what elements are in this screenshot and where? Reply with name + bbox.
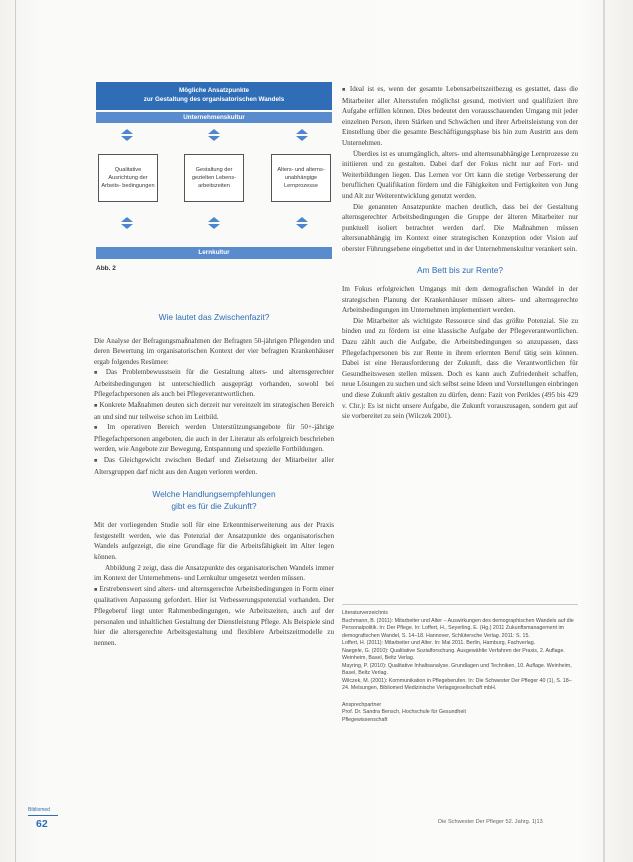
diagram-box-working-conditions: Qualitative Ausrichtung der Arbeits- bedingungen (98, 154, 158, 202)
reference-entry: Mayring, P. (2010): Qualitative Inhaltsanalyse. Grundlagen und Techniken, 10. Auflage. Weinheim, Basel, Beltz Verlag. (342, 662, 572, 676)
page-fold-left (15, 0, 16, 862)
figure-label: Abb. 2 (96, 265, 116, 272)
diagram-culture-bar: Unternehmenskultur (96, 112, 332, 123)
reference-entry: Naegele, G. (2010): Qualitative Sozialforschung. Ausgewählte Verfahren der Praxis, 2. Auflage. Weinheim, Basel, Beltz Verlag. (342, 647, 565, 661)
reference-entry: Buchmann, B. (2011): Mitarbeiter und Alter – Auswirkungen des demographischen Wandels auf die Personalpolitik. In: Der Pflege. In: Loffert, H., Seyerling, E. (Hg.) 2011 Zukunftsmanagement im demografischen Wandel, S. 14–18. Hannover, Schlütersche Verlag. 2011: S. 15. (342, 617, 574, 639)
divider (342, 604, 578, 605)
bullet-paragraph: ■ Erstrebenswert sind alters- und alternsgerechte Arbeitsbedingungen in Form einer qualitativen Anpassung gefordert. Hier ist Verbesserungspotenzial vorhanden. Der Pflegeberuf liegt unter Rahmenbedingungen, wie Arbeitszeiten, auch auf der personalen und inhaltlichen Gestaltung der Dienstleistung Pflege. Als Beispiele sind hier die altersgerechte Arbeitsgestaltung und flexiblere Arbeitszeitmodelle zu nennen. (94, 584, 334, 649)
arrow-pair-icon (120, 217, 134, 229)
section-heading-recommendations-line1: Welche Handlungsempfehlungen (152, 489, 276, 500)
page-fold-right (603, 0, 605, 862)
paragraph: Die Mitarbeiter als wichtigste Ressource sind das größte Potenzial. Sie zu binden und zu fördern ist eine klassische Aufgabe der Pflegeverantwortlichen. Dazu zählt auch die Aufgabe, die Arbeitsbedingungen so anzupassen, dass Pflegefachpersonen bis zur Rente in ihrem erlernten Beruf tätig sein können. Dabei ist eine Herausforderung der Zukunft, dass die Verantwortlichen für Gesundheitswesen stellen müssen. Doch es kann auch Zufriedenheit schaffen, neue Lösungen zu suchen und sich selbst seine Ideen und Vorstellungen einbringen und diese Zukunft aktiv gestalten zu dürfen, denn: Fazit von Perikles (495 bis 429 v. Chr.): Es ist nicht unsere Aufgabe, die Zukunft vorauszusagen, sondern gut auf sie vorbereitet zu sein (Wilczek 2001). (342, 316, 578, 421)
arrow-pair-icon (295, 129, 309, 141)
page-number: 62 (36, 818, 48, 830)
bullet-paragraph: ■ Das Gleichgewicht zwischen Bedarf und Zielsetzung der Mitarbeiter aller Altersgruppen darf nicht aus den Augen verloren werden. (94, 455, 334, 477)
figure-diagram (96, 82, 332, 258)
diagram-learning-culture-bar: Lernkultur (96, 247, 332, 259)
paragraph: Mit der vorliegenden Studie soll für eine Erkenntniserweiterung aus der Praxis festgestellt werden, wie das Potenzial der Ansatzpunkte des organisatorischen Wandels aufgezeigt, die eine Grundlage für die Arbeitsfähigkeit im Alter legen können. (94, 521, 334, 561)
diagram-title-line2: zur Gestaltung des organisatorischen Wandels (143, 96, 285, 103)
diagram-box-working-times: Gestaltung der gezielten Lebens- arbeitszeiten (184, 154, 244, 202)
bullet-paragraph: ■ Ideal ist es, wenn der gesamte Lebensarbeitszeitbezug es gestattet, dass die Mitarbeiter aller Altersstufen möglichst gesund, motiviert und qualifiziert ihre Aufgabe erfüllen können. Dies bedeutet den vorausschauenden Umgang mit jeder einzelnen Person, ihren Stärken und Schwächen und ihrer Arbeitsleistung von der Einstellung über die gesamte Beschäftigungsphase bis hin zum Austritt aus dem Unternehmen. (342, 84, 578, 149)
bullet-paragraph: ■ Im operativen Bereich werden Unterstützungsangebote für 50+-jährige Pflegefachpersonen angeboten, die auch in der Literatur als erfolgreich beschrieben werden, wie Angebote zur Bewegung, Entspannung und spezielle Fortbildungen. (94, 422, 334, 455)
paragraph: Überdies ist es unumgänglich, alters- und alternsunabhängige Lernprozesse zu initiieren und zu gestalten. Dabei darf der Fokus nicht nur auf Fort- und Weiterbildungen liegen. Das Lernen vor Ort kann die stetige Verbesserung der beruflichen Qualifikation fördern und die Fähigkeiten und Fertigkeiten von Jung und Alt zur Weiterentwicklung genutzt werden. (342, 149, 578, 200)
right-column (342, 84, 578, 422)
diagram-title-bar (96, 82, 332, 110)
publisher-logo: Bibliomed (28, 806, 58, 816)
running-footer: Die Schwester Der Pfleger 52. Jahrg. 1|13 (438, 819, 543, 825)
arrow-pair-icon (295, 217, 309, 229)
section-heading-retirement: Am Bett bis zur Rente? (416, 264, 504, 275)
section-heading-recommendations-line2: gibt es für die Zukunft? (171, 500, 257, 511)
arrow-pair-icon (207, 129, 221, 141)
paragraph: Abbildung 2 zeigt, dass die Ansatzpunkte des organisatorischen Wandels immer im Kontext der Unternehmens- und Lernkultur umgesetzt werden müssen. (94, 563, 334, 583)
arrow-pair-icon (120, 129, 134, 141)
contact-line: Pflegewissenschaft (342, 716, 388, 723)
references-block (342, 610, 578, 724)
diagram-title-line1: Mögliche Ansatzpunkte (178, 87, 250, 94)
arrow-pair-icon (207, 217, 221, 229)
reference-entry: Loffert, H. (2011): Mitarbeiter und Alter. In: Mai 2011. Berlin, Hamburg, Fachverlag. (342, 640, 536, 646)
left-column (94, 312, 334, 648)
diagram-box-learning-processes: Alters- und alterns- unabhängige Lernprozesse (271, 154, 331, 202)
contact-heading: Ansprechpartner (342, 701, 382, 708)
section-heading-interim: Wie lautet das Zwischenfazit? (158, 312, 270, 322)
paragraph: Die Analyse der Befragungsmaßnahmen der Befragten 50-jährigen Pflegenden und deren Bewertung im organisatorischen Kontext der vier befragten Krankenhäuser ergab folgendes Resümee: (94, 336, 334, 366)
bullet-paragraph: ■ Das Problembewusstsein für die Gestaltung alters- und alternsgerechter Arbeitsbedingungen ist unterschiedlich ausgeprägt vorhanden, sowohl bei Pflegefachpersonen als auch bei Pflegeverantwortlichen. (94, 367, 334, 400)
paragraph: Die genannten Ansatzpunkte machen deutlich, dass bei der Gestaltung alternsgerechter Arbeitsbedingungen die Gruppe der älteren Mitarbeiter nur punktuell isoliert betrachtet werden darf. Die Maßnahmen müssen altersunabhängig im Kontext einer strategischen Konzeption oder Vision auf oberster Führungsebene eingebettet und in der Unternehmenskultur verankert sein. (342, 202, 578, 253)
paragraph: Im Fokus erfolgreichen Umgangs mit dem demografischen Wandel in der strategischen Planung der Krankenhäuser müssen alters- und alternsgerechte Arbeitsbedingungen im Unternehmen implementiert werden. (342, 285, 578, 315)
bullet-paragraph: ■ Konkrete Maßnahmen deuten sich derzeit nur vereinzelt im strategischen Bereich an und sind nur teilweise schon im Leitbild. (94, 400, 334, 422)
references-heading: Literaturverzeichnis (342, 610, 388, 616)
reference-entry: Wilczek, M. (2001): Kommunikation in Pflegeberufen. In: Die Schwester Der Pfleger 40 (1), S. 18–24. Melsungen, Bibliomed Medizinische Verlagsgesellschaft mbH. (342, 677, 572, 691)
contact-line: Prof. Dr. Sandra Bensch, Hochschule für Gesundheit (342, 709, 466, 715)
